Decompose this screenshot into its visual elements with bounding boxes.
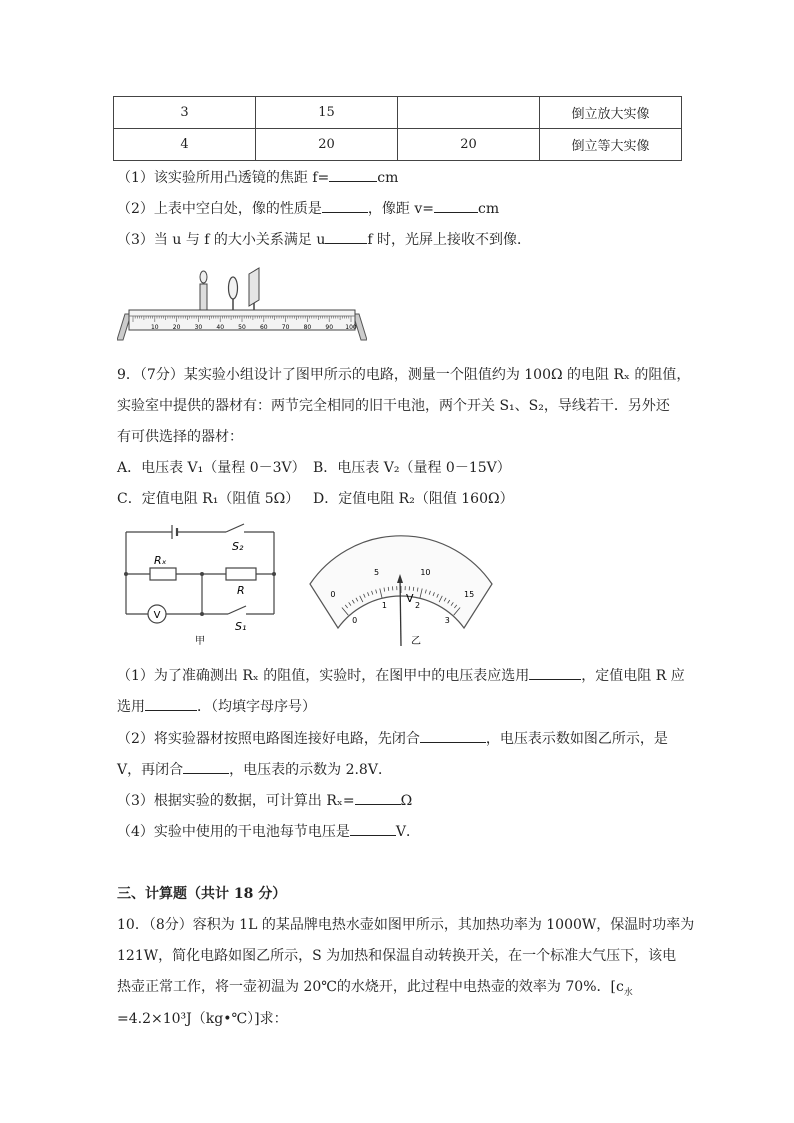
q9-option-b: B．电压表 V₂（量程 0－15V） — [313, 460, 511, 476]
q9-stem-line3: 有可供选择的器材： — [117, 429, 243, 445]
q8-part3 — [117, 229, 531, 250]
text: 选用 — [117, 699, 145, 715]
answer-blank[interactable] — [145, 696, 197, 711]
meter-unit: V — [406, 592, 414, 605]
text: cm — [478, 201, 500, 217]
label-s1: S₁ — [235, 620, 247, 633]
q9-sub1-cont — [117, 696, 316, 717]
dial-outer-label: 15 — [464, 589, 475, 599]
label-r: R — [237, 584, 245, 597]
q9-sub2 — [117, 728, 668, 749]
dial-outer-label: 10 — [420, 567, 431, 577]
label-jia: 甲 — [195, 636, 205, 647]
dial-inner-label: 3 — [444, 615, 450, 625]
text: （2）上表中空白处，像的性质是 — [117, 201, 322, 217]
cell-v: 20 — [398, 129, 540, 161]
text: ．（均填字母序号） — [197, 699, 316, 715]
answer-blank[interactable] — [350, 821, 396, 836]
cell-nature: 倒立等大实像 — [540, 129, 682, 161]
ruler-tick-label: 20 — [172, 324, 181, 331]
q8-part1 — [117, 167, 398, 188]
ruler-tick-label: 70 — [281, 324, 290, 331]
dial-inner-label: 1 — [381, 600, 387, 610]
cell-u: 15 — [256, 97, 398, 129]
text: ，电压表示数如图乙所示，是 — [485, 731, 668, 747]
cell-u: 20 — [256, 129, 398, 161]
text: （1）为了准确测出 Rₓ 的阻值，实验时，在图甲中的电压表应选用 — [117, 668, 530, 684]
q9-sub1 — [117, 665, 685, 686]
answer-blank[interactable] — [325, 229, 367, 244]
voltmeter-dial — [306, 528, 496, 646]
text: （1）该实验所用凸透镜的焦距 f= — [117, 170, 330, 186]
q10-line4: =4.2×10³J（kg•℃）]求： — [117, 1011, 288, 1027]
table-row — [114, 97, 682, 129]
optical-bench-figure — [117, 262, 367, 344]
label-s2: S₂ — [232, 540, 244, 553]
ruler-tick-label: 50 — [238, 324, 246, 331]
q8-part2 — [117, 198, 499, 219]
text: 热壶正常工作，将一壶初温为 20℃的水烧开，此过程中电热壶的效率为 70%．[c — [117, 979, 624, 995]
ruler-tick-label: 60 — [259, 324, 268, 331]
text: ，电压表的示数为 2.8V． — [229, 762, 392, 778]
label-v: V — [153, 610, 161, 621]
experiment-table — [113, 96, 682, 161]
answer-blank[interactable] — [183, 759, 229, 774]
answer-blank[interactable] — [322, 198, 368, 213]
section-title: 三、计算题（共计 18 分） — [117, 886, 287, 902]
dial-inner-label: 2 — [415, 600, 421, 610]
text: V． — [395, 824, 421, 840]
text: f 时，光屏上接收不到像． — [367, 232, 532, 248]
label-rx: Rₓ — [154, 554, 167, 567]
cell-no: 3 — [114, 97, 256, 129]
answer-blank[interactable] — [329, 167, 377, 182]
q9-sub3 — [117, 790, 412, 811]
ruler-tick-label: 30 — [194, 324, 203, 331]
dial-outer-label: 0 — [330, 589, 336, 599]
cell-v — [398, 97, 540, 129]
subscript: 水 — [623, 987, 633, 998]
dial-inner-label: 0 — [352, 615, 358, 625]
text: cm — [377, 170, 399, 186]
q10-line2: 121W，简化电路如图乙所示，S 为加热和保温自动转换开关，在一个标准大气压下，该电 — [117, 948, 677, 964]
q9-option-a: A．电压表 V₁（量程 0－3V） — [117, 460, 306, 476]
q10-line1: 10．（8分）容积为 1L 的某品牌电热水壶如图甲所示，其加热功率为 1000W，保温时功率为 — [117, 917, 695, 933]
text: （3）当 u 与 f 的大小关系满足 u — [117, 232, 326, 248]
text: ，定值电阻 R 应 — [581, 668, 685, 684]
answer-blank[interactable] — [355, 790, 401, 805]
cell-nature: 倒立放大实像 — [540, 97, 682, 129]
text: Ω — [400, 793, 413, 809]
text: （4）实验中使用的干电池每节电压是 — [117, 824, 350, 840]
text: V，再闭合 — [117, 762, 184, 778]
q10-line3 — [117, 977, 633, 1003]
circuit-diagram — [120, 520, 280, 650]
q9-sub4 — [117, 821, 420, 842]
ruler-tick-label: 10 — [150, 324, 159, 331]
answer-blank[interactable] — [529, 665, 581, 680]
ruler-tick-label: 40 — [216, 324, 225, 331]
ruler-tick-label: 80 — [303, 324, 312, 331]
q9-stem-line2: 实验室中提供的器材有：两节完全相同的旧干电池，两个开关 S₁、S₂，导线若干．另外还 — [117, 398, 670, 414]
answer-blank[interactable] — [434, 198, 478, 213]
q9-sub2-cont — [117, 759, 392, 780]
table-row — [114, 129, 682, 161]
dial-outer-label: 5 — [374, 567, 380, 577]
text: （2）将实验器材按照电路图连接好电路，先闭合 — [117, 731, 420, 747]
q9-stem-line1: 9．（7分）某实验小组设计了图甲所示的电路，测量一个阻值约为 100Ω 的电阻 Rₓ 的阻值， — [117, 367, 691, 383]
ruler-tick-label: 100 — [345, 324, 357, 331]
text: （3）根据实验的数据，可计算出 Rₓ= — [117, 793, 355, 809]
answer-blank[interactable] — [420, 728, 486, 743]
ruler-tick-label: 90 — [325, 324, 334, 331]
q9-option-d: D．定值电阻 R₂（阻值 160Ω） — [313, 491, 514, 507]
q9-option-c: C．定值电阻 R₁（阻值 5Ω） — [117, 491, 300, 507]
cell-no: 4 — [114, 129, 256, 161]
text: ，像距 v= — [367, 201, 435, 217]
label-yi: 乙 — [411, 636, 421, 646]
